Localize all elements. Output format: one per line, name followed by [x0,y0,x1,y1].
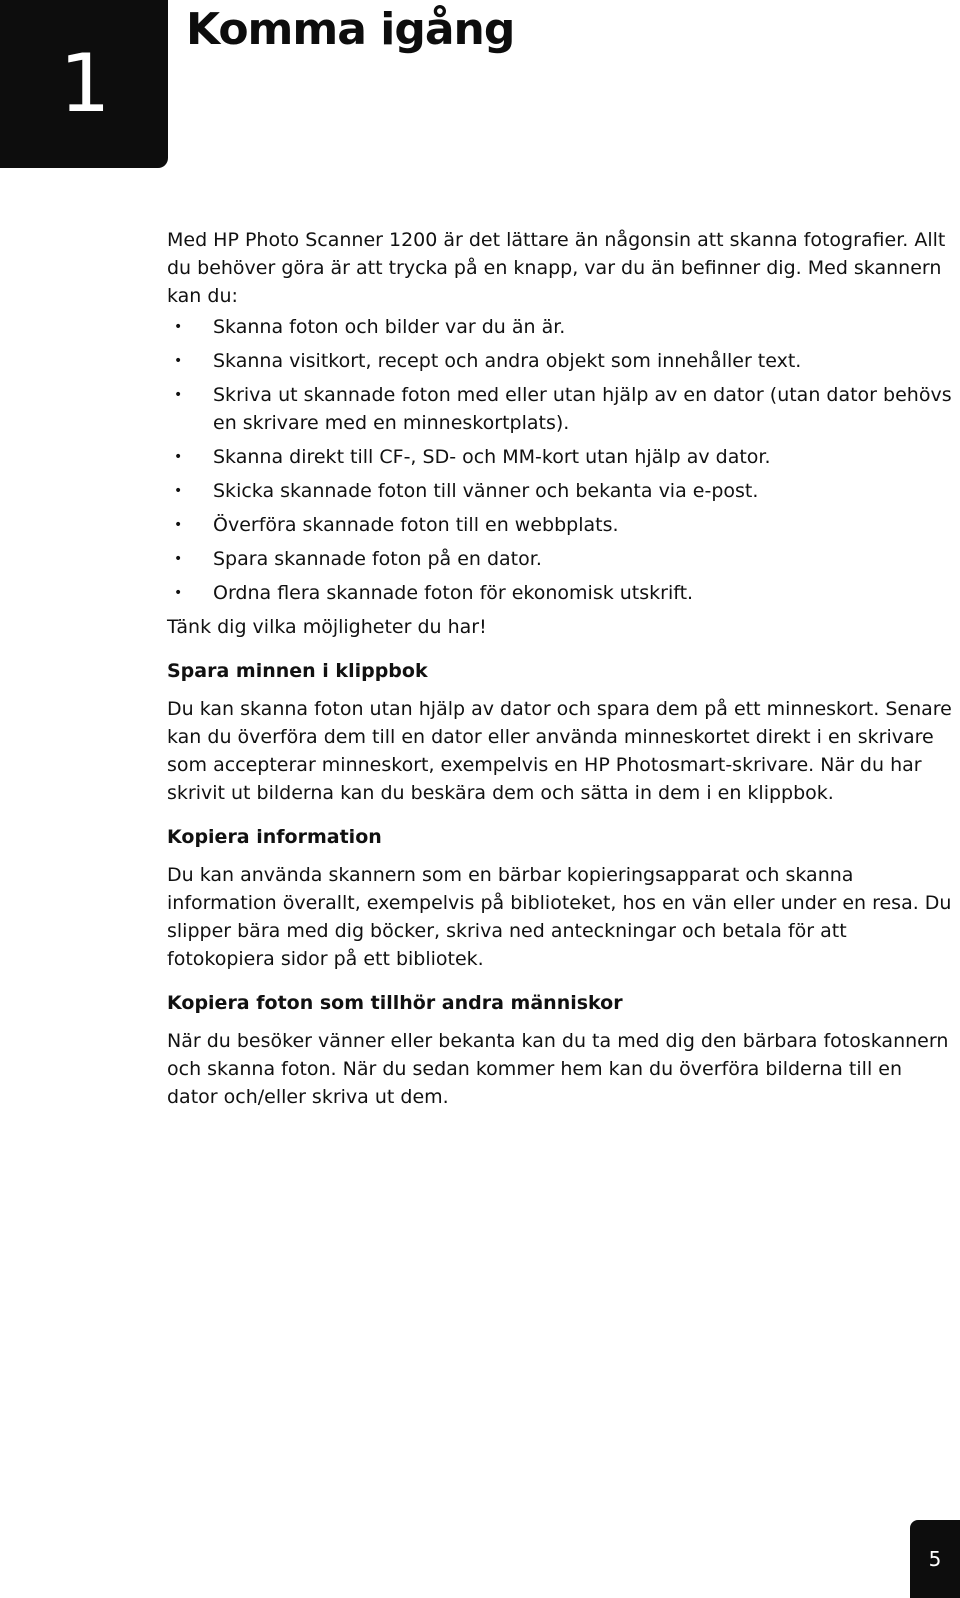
page-content [167,226,952,1111]
list-item [167,511,952,539]
list-item-text: Skanna direkt till CF-, SD- och MM-kort utan hjälp av dator. [213,446,771,468]
page-number: 5 [910,1520,960,1598]
chapter-number-box [0,0,168,168]
list-item-text: Skriva ut skannade foton med eller utan hjälp av en dator (utan dator behövs en skrivare med en minneskortplats). [213,384,952,434]
list-item-text: Ordna flera skannade foton för ekonomisk utskrift. [213,582,694,604]
bullet-icon: • [174,449,183,465]
bullet-icon: • [174,585,183,601]
list-item [167,545,952,573]
section-body-scrapbook: Du kan skanna foton utan hjälp av dator och spara dem på ett minneskort. Senare kan du överföra dem till en dator eller använda minneskortet direkt i en skrivare som accepterar minneskort, exempelvis en HP Photosmart-skrivare. När du har skrivit ut bilderna kan du beskära dem och sätta in dem i en klippbok. [167,698,952,804]
list-item-text: Spara skannade foton på en dator. [213,548,542,570]
intro-paragraph: Med HP Photo Scanner 1200 är det lättare än någonsin att skanna fotografier. Allt du behöver göra är att trycka på en knapp, var du än befinner dig. Med skannern kan du: [167,229,946,307]
section-heading-scrapbook: Spara minnen i klippbok [167,660,428,682]
list-item-text: Skicka skannade foton till vänner och bekanta via e-post. [213,480,759,502]
bullet-icon: • [174,387,183,403]
intro-closing: Tänk dig vilka möjligheter du har! [167,616,487,638]
list-item [167,443,952,471]
section-body-copy-info: Du kan använda skannern som en bärbar kopieringsapparat och skanna information överallt, exempelvis på biblioteket, hos en vän eller under en resa. Du slipper bära med dig böcker, skriva ned anteckningar och betala för att fotokopiera sidor på ett bibliotek. [167,864,952,970]
list-item [167,347,952,375]
chapter-title: Komma igång [186,4,515,55]
list-item [167,477,952,505]
list-item-text: Överföra skannade foton till en webbplats. [213,514,619,536]
section-body-copy-photos: När du besöker vänner eller bekanta kan du ta med dig den bärbara fotoskannern och skanna foton. När du sedan kommer hem kan du överföra bilderna till en dator och/eller skriva ut dem. [167,1030,949,1108]
section-heading-copy-photos: Kopiera foton som tillhör andra människor [167,992,623,1014]
list-item [167,313,952,341]
list-item [167,381,952,437]
bullet-icon: • [174,551,183,567]
list-item-text: Skanna visitkort, recept och andra objekt som innehåller text. [213,350,802,372]
bullet-icon: • [174,483,183,499]
chapter-number: 1 [59,37,109,130]
section-heading-copy-info: Kopiera information [167,826,382,848]
bullet-icon: • [174,353,183,369]
bullet-icon: • [174,319,183,335]
list-item-text: Skanna foton och bilder var du än är. [213,316,566,338]
bullet-icon: • [174,517,183,533]
feature-list [167,313,952,607]
list-item [167,579,952,607]
